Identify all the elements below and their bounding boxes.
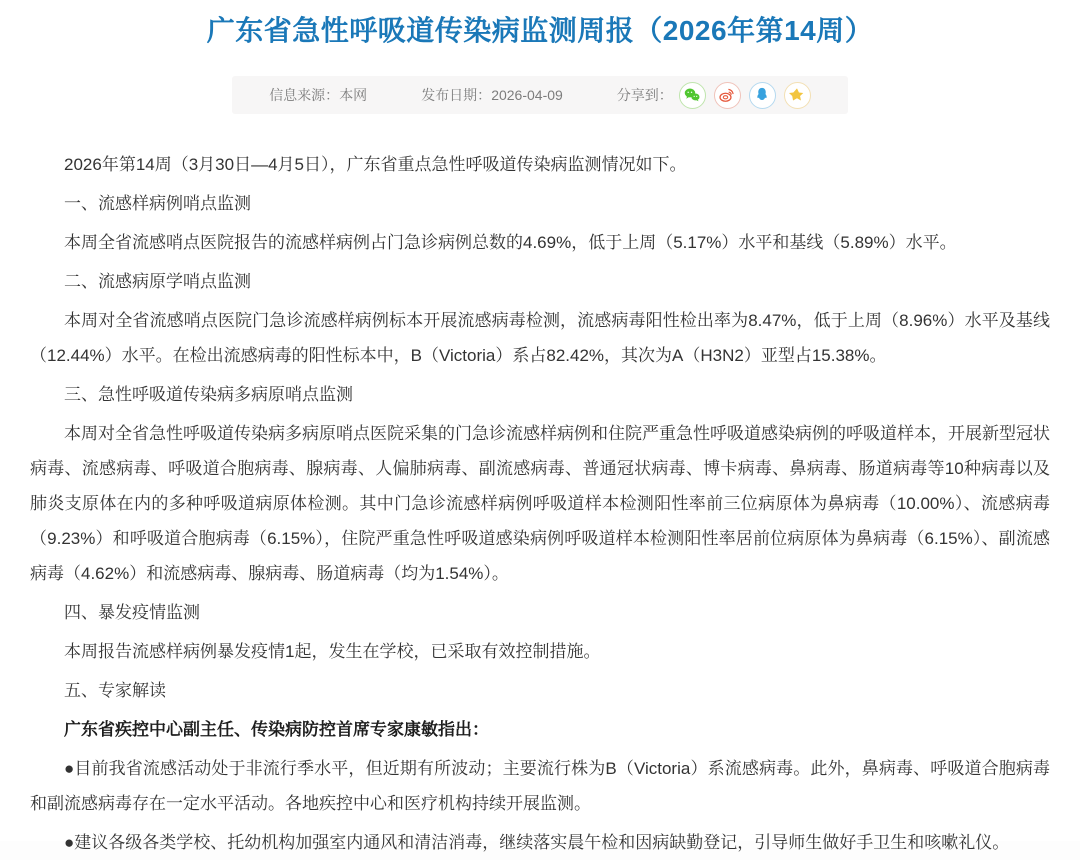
- section-heading: 一、流感样病例哨点监测: [64, 194, 251, 213]
- section-heading: 四、暴发疫情监测: [64, 603, 200, 622]
- info-source-value: 本网: [339, 87, 368, 103]
- article-body: [30, 147, 1050, 860]
- page-title: 广东省急性呼吸道传染病监测周报（2026年第14周）: [206, 15, 874, 46]
- paragraph: 本周全省流感哨点医院报告的流感样病例占门急诊病例总数的4.69%，低于上周（5.17%）水平和基线（5.89%）水平。: [64, 233, 957, 252]
- section-heading: 三、急性呼吸道传染病多病原哨点监测: [64, 385, 353, 404]
- weibo-share-icon[interactable]: [714, 82, 741, 109]
- paragraph: 本周对全省急性呼吸道传染病多病原哨点医院采集的门急诊流感样病例和住院严重急性呼吸道感染病例的呼吸道样本，开展新型冠状病毒、流感病毒、呼吸道合胞病毒、腺病毒、人偏肺病毒、副流感病毒、普通冠状病毒、博卡病毒、鼻病毒、肠道病毒等10种病毒以及肺炎支原体在内的多种呼吸道病原体检测。其中门急诊流感样病例呼吸道样本检测阳性率前三位病原体为鼻病毒（10.00%）、流感病毒（9.23%）和呼吸道合胞病毒（6.15%），住院严重急性呼吸道感染病例呼吸道样本检测阳性率居前位病原体为鼻病毒（6.15%）、副流感病毒（4.62%）和流感病毒、腺病毒、肠道病毒（均为1.54%）。: [30, 424, 1050, 583]
- bullet-paragraph: ●目前我省流感活动处于非流行季水平，但近期有所波动；主要流行株为B（Victoria）系流感病毒。此外，鼻病毒、呼吸道合胞病毒和副流感病毒存在一定水平活动。各地疾控中心和医疗机构持续开展监测。: [30, 759, 1050, 813]
- expert-lead: 广东省疾控中心副主任、传染病防控首席专家康敏指出：: [64, 720, 489, 739]
- section-heading: 二、流感病原学哨点监测: [64, 272, 251, 291]
- publish-date-value: 2026-04-09: [491, 87, 563, 103]
- bullet-paragraph: ●建议各级各类学校、托幼机构加强室内通风和清洁消毒，继续落实晨午检和因病缺勤登记，引导师生做好手卫生和咳嗽礼仪。: [64, 833, 1010, 852]
- publish-date: [421, 85, 563, 105]
- share-row: [617, 82, 811, 109]
- info-source: [269, 85, 367, 105]
- paragraph: 本周对全省流感哨点医院门急诊流感样病例标本开展流感病毒检测，流感病毒阳性检出率为8.47%，低于上周（8.96%）水平及基线（12.44%）水平。在检出流感病毒的阳性标本中，B（Victoria）系占82.42%，其次为A（H3N2）亚型占15.38%。: [30, 311, 1050, 365]
- wechat-share-icon[interactable]: [679, 82, 706, 109]
- qq-share-icon[interactable]: [749, 82, 776, 109]
- paragraph: 本周报告流感样病例暴发疫情1起，发生在学校，已采取有效控制措施。: [64, 642, 601, 661]
- paragraph: 2026年第14周（3月30日—4月5日），广东省重点急性呼吸道传染病监测情况如下。: [64, 155, 687, 174]
- share-icons-group: [679, 82, 811, 109]
- section-heading: 五、专家解读: [64, 681, 166, 700]
- publish-date-label: 发布日期：: [421, 87, 492, 103]
- qzone-star-share-icon[interactable]: [784, 82, 811, 109]
- share-label: 分享到：: [616, 87, 673, 103]
- meta-bar: [232, 76, 848, 114]
- info-source-label: 信息来源：: [269, 87, 340, 103]
